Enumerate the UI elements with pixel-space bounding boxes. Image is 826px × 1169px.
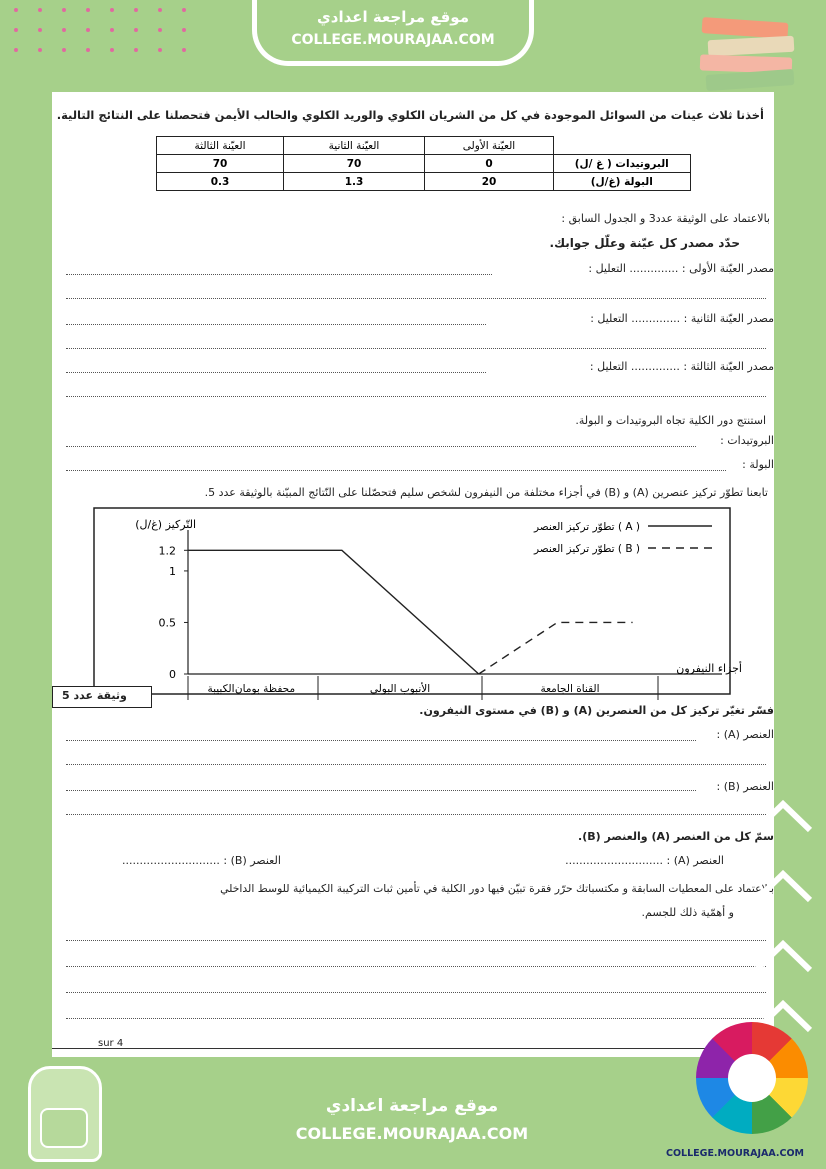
legend-label: تطوّر تركيز العنصر ( A ) (533, 521, 640, 533)
page-number: sur 4 (98, 1038, 124, 1049)
q1-intro: أخذنا ثلاث عينات من السوائل الموجودة في كل من الشريان الكلوي والوريد الكلوي والحالب الأيمن فتحصلنا على النتائج التالية. (56, 108, 764, 122)
segment-label: الكبيبة (207, 683, 235, 695)
table-cell: 0 (425, 155, 554, 173)
urea-label: البولة : (742, 458, 774, 471)
elemB-label: العنصر (B) : (716, 780, 774, 793)
nameA-label: العنصر (A) : ............................ (565, 854, 724, 867)
answer-line[interactable] (66, 298, 766, 299)
sheet-bottom-rule (52, 1048, 774, 1049)
table-header: العيّنة الثانية (284, 137, 425, 155)
answer-line[interactable] (66, 274, 492, 275)
segment-label: القناة الجامعة (540, 683, 600, 695)
x-axis-label: أجزاء النيفرون (676, 662, 742, 675)
answer-line[interactable] (66, 966, 766, 967)
nameB-label: العنصر (B) : ............................ (122, 854, 281, 867)
segment-label: الأنبوب البولي (369, 683, 431, 695)
backpack-icon (14, 1056, 110, 1160)
answer-line[interactable] (66, 790, 696, 791)
decorative-chevrons (748, 790, 818, 1040)
table-cell: 70 (284, 155, 425, 173)
results-table (156, 136, 691, 191)
q2-intro: تابعنا تطوّر تركيز عنصرين (A) و (B) في أجزاء مختلفة من النيفرون لشخص سليم فتحصّلنا على النّتائج المبيّنة بالوثيقة عدد 5. (204, 486, 768, 499)
answer-line[interactable] (66, 324, 486, 325)
q2-task-b: سمّ كل من العنصر (A) والعنصر (B). (578, 830, 774, 843)
elemA-label: العنصر (A) : (716, 728, 774, 741)
answer-line[interactable] (66, 940, 766, 941)
table-header-row (157, 137, 691, 155)
answer-line[interactable] (66, 470, 726, 471)
source1-label: مصدر العيّنة الأولى : .............. التعليل : (588, 262, 774, 275)
y-tick-label: 0 (169, 668, 176, 681)
books-icon (698, 14, 802, 92)
footer-site-url[interactable]: COLLEGE.MOURAJAA.COM (295, 1124, 529, 1143)
source2-label: مصدر العيّنة الثانية : .............. التعليل : (590, 312, 774, 325)
q1-task-a: حدّد مصدر كل عيّنة وعلّل جوابك. (549, 236, 740, 250)
table-cell: 1.3 (284, 173, 425, 191)
chart-frame (94, 508, 730, 694)
doc-label: وثيقة عدد 5 (62, 689, 127, 702)
y-tick-label: 1 (169, 564, 176, 578)
table-header: العيّنة الأولى (425, 137, 554, 155)
exam-sheet (52, 92, 774, 1057)
colorful-logo-icon (696, 1022, 808, 1134)
y-tick-label: 1.2 (158, 544, 176, 558)
footer-logo-url[interactable]: COLLEGE.MOURAJAA.COM (666, 1148, 804, 1159)
footer-site-name: موقع مراجعة اعدادي (325, 1096, 499, 1116)
y-tick-label: 0.5 (158, 616, 176, 630)
q1-task-b: استنتج دور الكلية تجاه البروتيدات و البولة. (575, 414, 766, 427)
segment-label: محفظة بومان (234, 683, 296, 695)
q2-task-a: فسّر تغيّر تركيز كل من العنصرين (A) و (B) في مستوى النيفرون. (419, 704, 774, 717)
header-banner-frame (252, 0, 534, 66)
decorative-dots (0, 0, 200, 60)
header-site-url[interactable]: COLLEGE.MOURAJAA.COM (291, 32, 495, 48)
row-label: البولة (غ/ل) (554, 173, 691, 191)
answer-line[interactable] (66, 372, 486, 373)
proteins-label: البروتيدات : (720, 434, 774, 447)
table-cell: 0.3 (157, 173, 284, 191)
q3-line1: بالاعتماد على المعطيات السابقة و مكتسباتك حرّر فقرة تبيّن فيها دور الكلية في تأمين ثبات التركيبة الكيميائية للوسط الداخلي (220, 882, 774, 895)
q1-instruction: بالاعتماد على الوثيقة عدد3 و الجدول السابق : (561, 212, 770, 225)
row-label: البروتيدات ( غ /ل) (554, 155, 691, 173)
answer-line[interactable] (66, 764, 766, 765)
table-header: العيّنة الثالثة (157, 137, 284, 155)
answer-line[interactable] (66, 348, 766, 349)
table-row (157, 173, 691, 191)
answer-line[interactable] (66, 992, 766, 993)
table-cell: 70 (157, 155, 284, 173)
q3-line2: و أهمّية ذلك للجسم. (641, 906, 734, 919)
source3-label: مصدر العيّنة الثالثة : .............. التعليل : (589, 360, 774, 373)
header-site-name: موقع مراجعة اعدادي (317, 8, 469, 26)
answer-line[interactable] (66, 396, 766, 397)
answer-line[interactable] (66, 446, 696, 447)
answer-line[interactable] (66, 814, 766, 815)
table-row (157, 155, 691, 173)
answer-line[interactable] (66, 1018, 766, 1019)
legend-label: تطوّر تركيز العنصر ( B ) (533, 543, 640, 555)
footer-banner (262, 1078, 562, 1162)
answer-line[interactable] (66, 740, 696, 741)
table-cell: 20 (425, 173, 554, 191)
y-axis-label: التّركيز (غ/ل) (135, 518, 196, 531)
document-5-chart (92, 506, 742, 696)
